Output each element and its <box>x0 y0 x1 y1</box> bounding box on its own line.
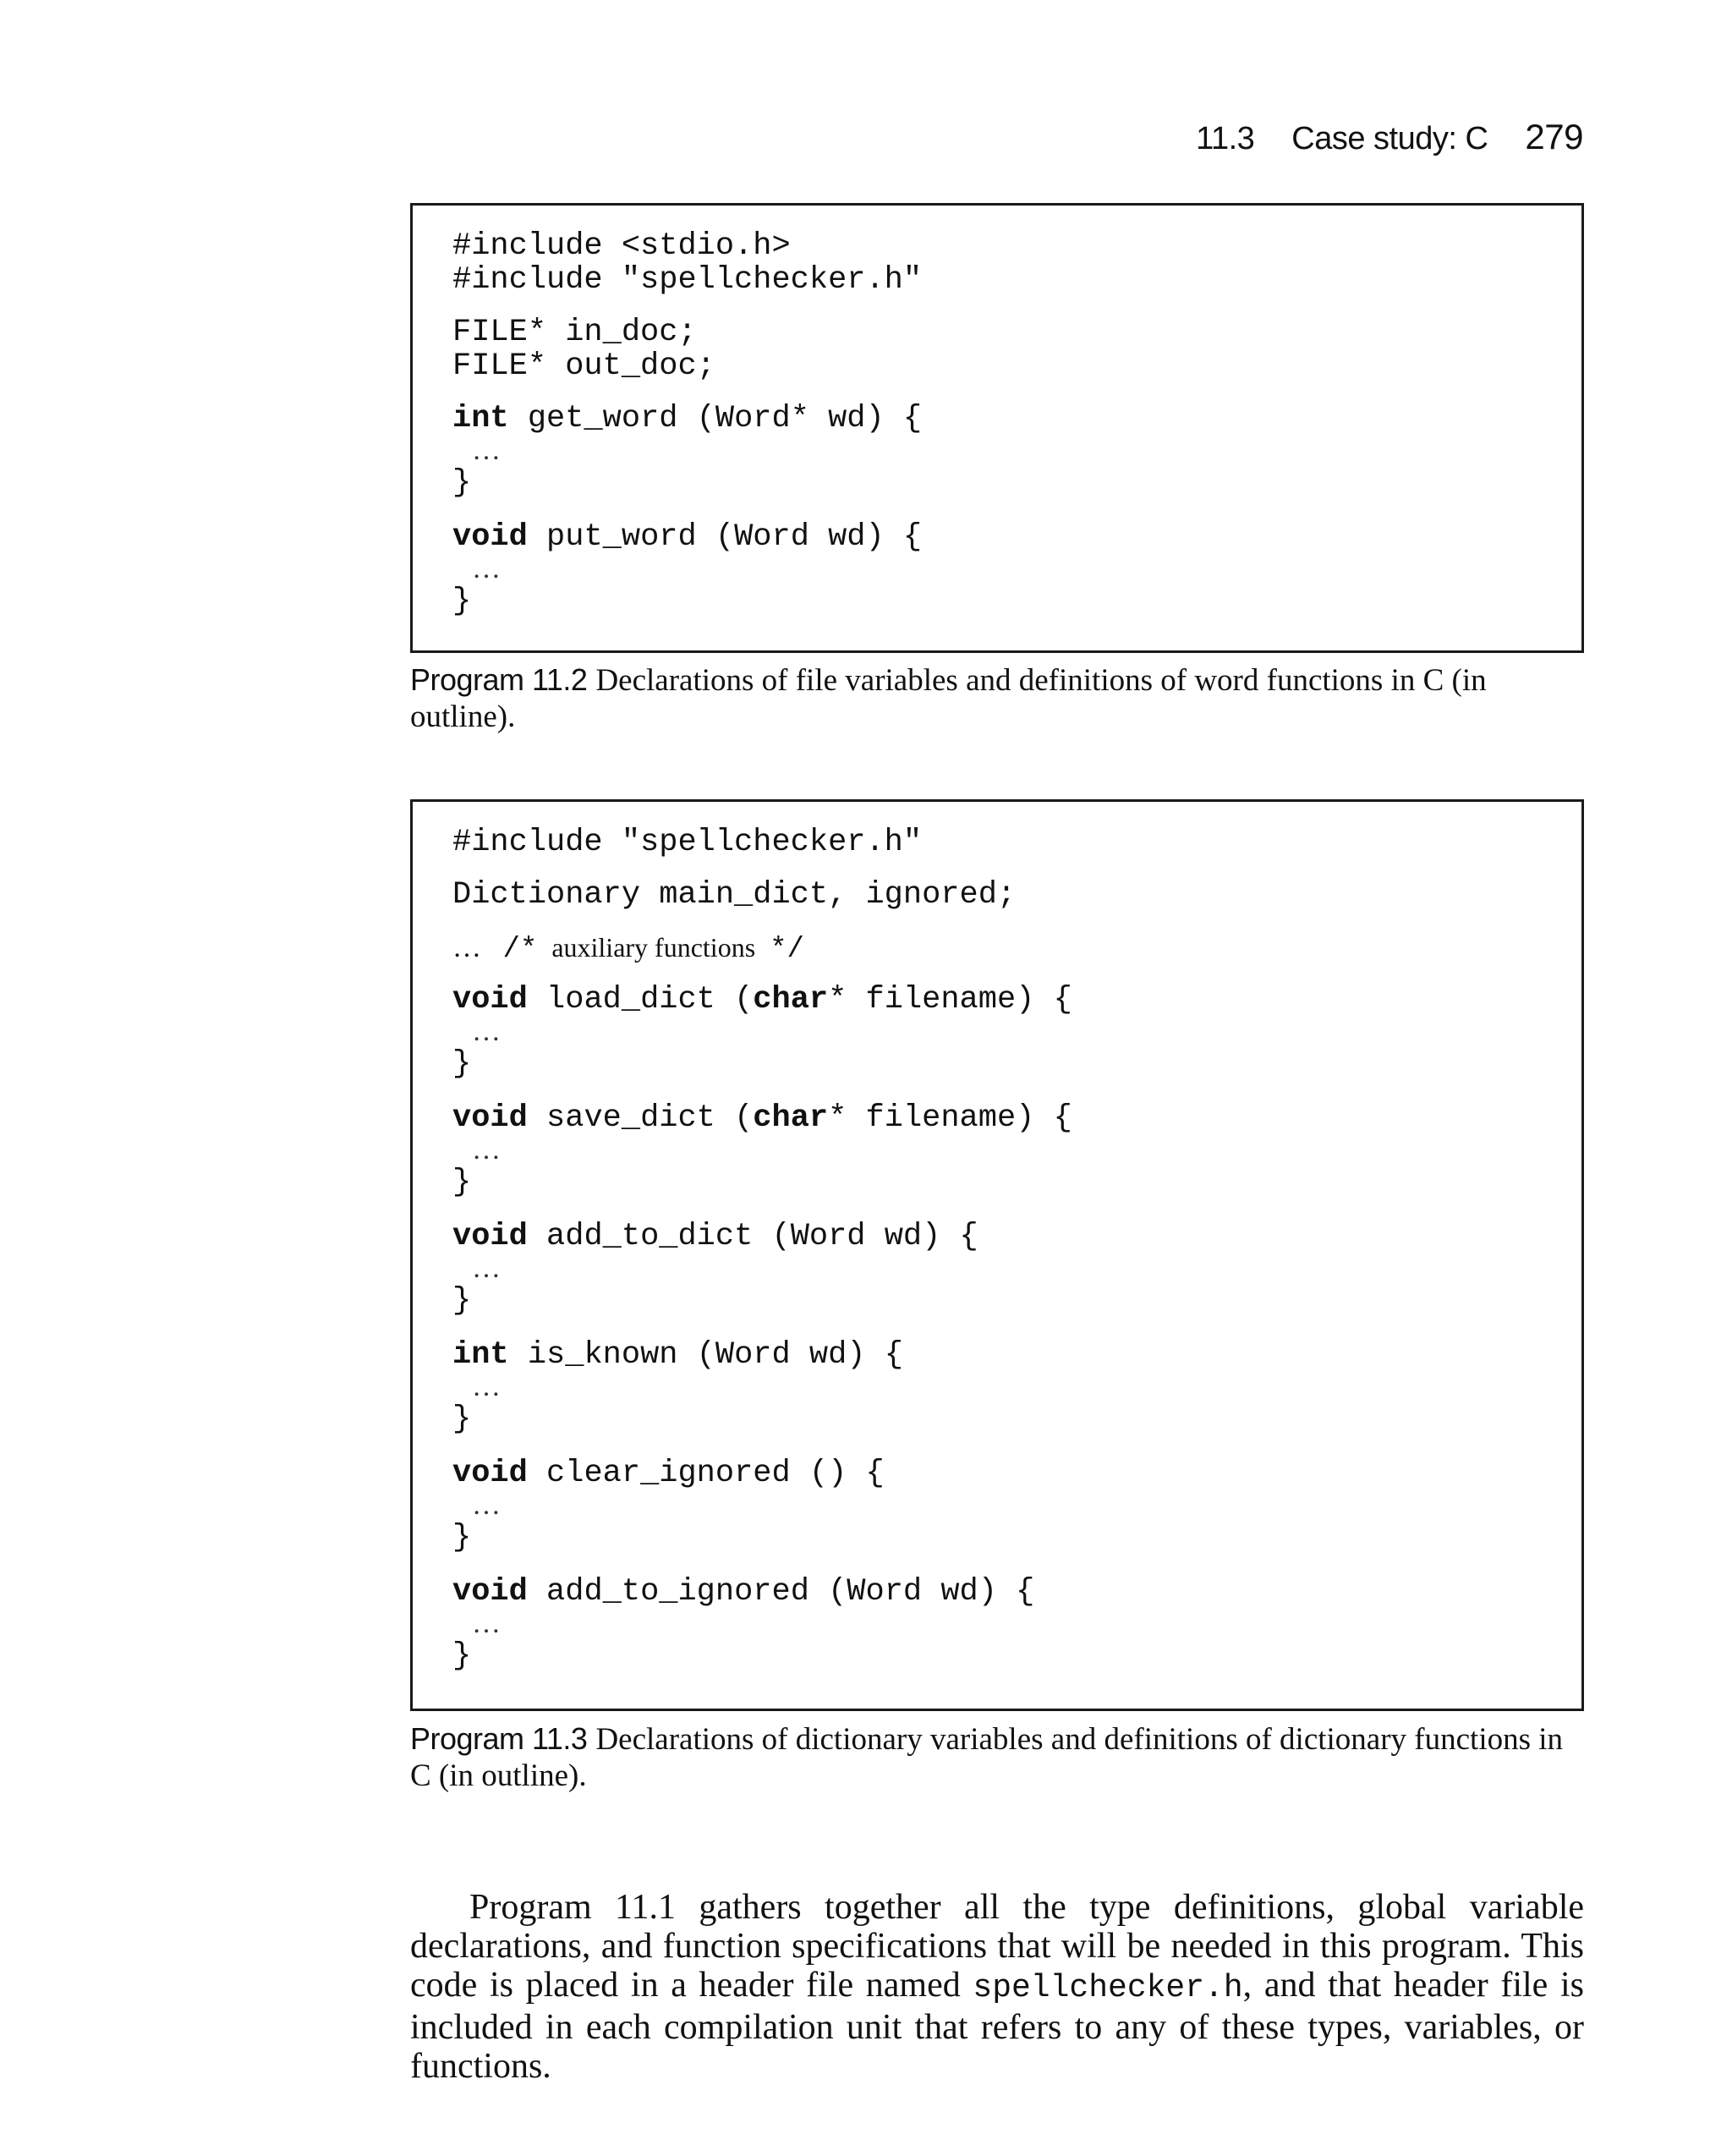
ellipsis: … <box>452 932 481 963</box>
keyword: void <box>452 1574 528 1610</box>
caption-text: Declarations of dictionary variables and definitions of dictionary functions in C (in outline). <box>410 1722 1564 1793</box>
code-text: clear_ignored () { <box>546 1456 885 1491</box>
section-title: Case study: C <box>1291 121 1488 156</box>
code-text: load_dict ( <box>546 982 754 1018</box>
program-11-3-code-box <box>410 799 1584 1711</box>
ellipsis: … <box>472 1016 502 1047</box>
code-line: Dictionary main_dict, ignored; <box>452 877 1017 913</box>
code-line: } <box>452 1638 472 1674</box>
program-11-2-code-box <box>410 203 1584 653</box>
code-line: } <box>452 1283 472 1319</box>
keyword: int <box>452 1337 509 1373</box>
comment-close: */ <box>770 934 804 966</box>
body-text: Program 11.1 gathers together all the type definitions, global variable declarations, and function specifications that will be needed in this program. This code is placed in a header file named <box>410 1888 1584 2005</box>
comment-open: /* <box>502 934 538 966</box>
code-line <box>452 1455 885 1492</box>
code-text: get_word (Word* wd) { <box>527 401 923 436</box>
inline-code: spellchecker.h <box>973 1970 1243 2006</box>
code-line: } <box>452 1402 472 1437</box>
code-line <box>452 1218 978 1255</box>
running-head <box>1196 117 1583 157</box>
code-line <box>452 981 1072 1018</box>
code-line: } <box>452 1165 472 1200</box>
caption-text: Declarations of file variables and definitions of word functions in C (in outline). <box>410 663 1487 734</box>
keyword: void <box>452 982 528 1018</box>
code-line: FILE* in_doc; <box>452 315 697 350</box>
ellipsis: … <box>472 553 502 584</box>
code-line: } <box>452 1046 472 1082</box>
code-text: add_to_ignored (Word wd) { <box>546 1574 1035 1610</box>
caption-label: Program 11.3 <box>410 1721 588 1756</box>
ellipsis: … <box>472 1489 502 1521</box>
code-text: * filename) { <box>828 1100 1072 1136</box>
code-line: #include <stdio.h> <box>452 228 791 264</box>
ellipsis: … <box>472 1253 502 1284</box>
section-number: 11.3 <box>1196 121 1255 156</box>
code-line: } <box>452 465 472 501</box>
code-line: #include "spellchecker.h" <box>452 262 923 298</box>
code-text: save_dict ( <box>546 1100 754 1136</box>
code-text: add_to_dict (Word wd) { <box>546 1219 978 1254</box>
ellipsis: … <box>472 1134 502 1166</box>
code-line: } <box>452 1520 472 1555</box>
code-line <box>452 1336 903 1374</box>
keyword: void <box>452 1219 528 1254</box>
code-line <box>452 1573 1034 1610</box>
ellipsis: … <box>472 1608 502 1639</box>
code-line <box>452 518 922 556</box>
comment-text: auxiliary functions <box>551 932 756 963</box>
code-text: * filename) { <box>828 982 1072 1018</box>
code-line: FILE* out_doc; <box>452 348 715 384</box>
keyword: int <box>452 401 509 436</box>
code-text: put_word (Word wd) { <box>546 519 923 555</box>
keyword: char <box>753 1100 829 1136</box>
caption-label: Program 11.2 <box>410 662 588 697</box>
keyword: void <box>452 1100 528 1136</box>
body-text: , and that header file is included in each compilation unit that refers to any of these types, variables, or functions. <box>410 1966 1585 2086</box>
comment-line <box>452 929 804 968</box>
code-line: #include "spellchecker.h" <box>452 825 923 860</box>
program-11-2-caption <box>410 661 1586 735</box>
body-paragraph <box>410 1888 1584 2086</box>
program-11-3-caption <box>410 1720 1586 1794</box>
code-line <box>452 1100 1072 1137</box>
ellipsis: … <box>472 1371 502 1402</box>
keyword: void <box>452 519 528 555</box>
code-text: is_known (Word wd) { <box>527 1337 903 1373</box>
code-line <box>452 400 922 437</box>
ellipsis: … <box>472 435 502 466</box>
keyword: void <box>452 1456 528 1491</box>
code-line: } <box>452 584 472 619</box>
keyword: char <box>753 982 829 1018</box>
page-number: 279 <box>1525 117 1583 156</box>
